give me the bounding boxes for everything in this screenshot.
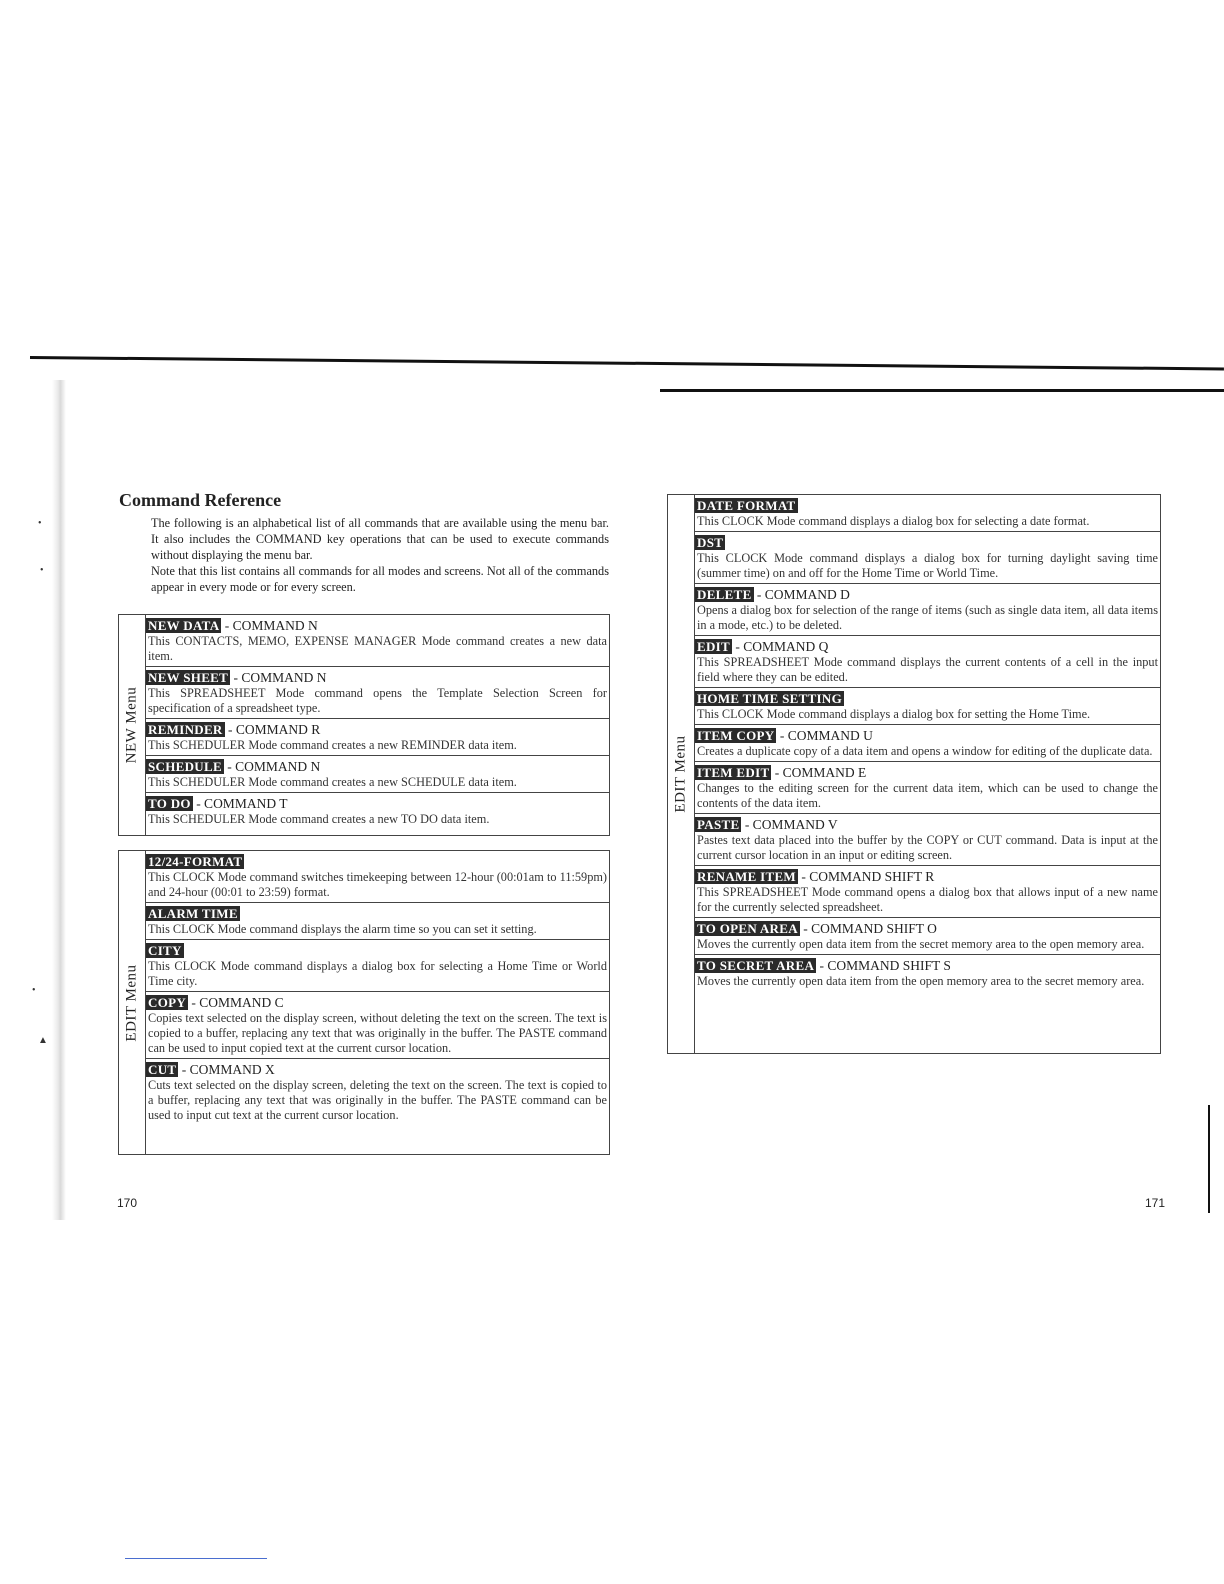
command-description: Opens a dialog box for selection of the range of items (such as single data item, all data items in a mode, etc.) to be deleted. xyxy=(697,603,1158,632)
command-key: - COMMAND X xyxy=(178,1062,275,1077)
command-key: - COMMAND N xyxy=(230,670,327,685)
command-description: Cuts text selected on the display screen, deleting the text on the screen. The text is copied to a buffer, replacing any text that was originally in the buffer. The PASTE command can be used to input cut text at the current cursor location. xyxy=(148,1078,607,1122)
command-entry xyxy=(695,636,1160,688)
menu-side-label: EDIT Menu xyxy=(119,851,146,1154)
command-entry xyxy=(146,719,609,756)
command-description: Moves the currently open data item from the open memory area to the secret memory area. xyxy=(697,974,1145,988)
edit-menu-entries xyxy=(146,851,609,1154)
command-tag: 12/24-FORMAT xyxy=(148,854,243,869)
command-entry xyxy=(146,756,609,793)
command-key: - COMMAND SHIFT R xyxy=(798,869,935,884)
command-description: This SPREADSHEET Mode command displays the current contents of a cell in the input field where they can be edited. xyxy=(697,655,1158,684)
command-description: This SCHEDULER Mode command creates a new SCHEDULE data item. xyxy=(148,775,517,789)
command-key: - COMMAND R xyxy=(224,722,321,737)
command-entry xyxy=(695,688,1160,725)
bottom-line xyxy=(125,1558,267,1559)
command-entry xyxy=(146,903,609,940)
new-menu-table xyxy=(118,614,610,836)
command-entry xyxy=(146,793,609,829)
top-rule xyxy=(30,356,1224,370)
command-key: - COMMAND V xyxy=(741,817,838,832)
edit-menu-entries xyxy=(695,495,1160,1053)
command-description: This SPREADSHEET Mode command opens the Template Selection Screen for specification of a spreadsheet type. xyxy=(148,686,607,715)
intro-text xyxy=(151,515,609,595)
command-description: This SCHEDULER Mode command creates a new TO DO data item. xyxy=(148,812,490,826)
command-key: - COMMAND N xyxy=(221,618,318,633)
command-key: - COMMAND E xyxy=(771,765,867,780)
command-description: This CLOCK Mode command switches timekeeping between 12-hour (00:01am to 11:59pm) and 24-hour (00:01 to 23:59) format. xyxy=(148,870,607,899)
command-tag: HOME TIME SETTING xyxy=(697,691,843,706)
command-tag: DELETE xyxy=(697,587,752,602)
command-entry xyxy=(146,851,609,903)
page-edge-mark xyxy=(1208,1105,1210,1213)
command-tag: CUT xyxy=(148,1062,177,1077)
intro-paragraph: The following is an alphabetical list of all commands that are available using the menu bar. It also includes the COMMAND key operations that can be used to execute commands without displaying the menu bar. xyxy=(151,516,609,562)
scan-dot: • xyxy=(32,985,36,996)
command-tag: NEW SHEET xyxy=(148,670,229,685)
command-description: This SPREADSHEET Mode command opens a dialog box that allows input of a new name for the currently selected spreadsheet. xyxy=(697,885,1158,914)
command-entry xyxy=(146,615,609,667)
page-heading: Command Reference xyxy=(119,490,282,510)
command-entry xyxy=(146,667,609,719)
command-key: - COMMAND T xyxy=(192,796,288,811)
command-entry xyxy=(695,955,1160,991)
command-entry xyxy=(695,918,1160,955)
scan-binding-edge xyxy=(52,380,66,1220)
command-entry xyxy=(695,495,1160,532)
command-description: This CLOCK Mode command displays a dialog box for selecting a date format. xyxy=(697,514,1090,528)
command-key: - COMMAND Q xyxy=(732,639,829,654)
command-tag: PASTE xyxy=(697,817,740,832)
command-tag: REMINDER xyxy=(148,722,223,737)
intro-paragraph: Note that this list contains all commands for all modes and screens. Not all of the commands appear in every mode or for every screen. xyxy=(151,564,609,594)
scan-dot: ▲ xyxy=(38,1035,48,1046)
command-entry xyxy=(695,866,1160,918)
command-key: - COMMAND C xyxy=(188,995,284,1010)
edit-menu-table-right xyxy=(667,494,1161,1054)
edit-menu-table-left xyxy=(118,850,610,1155)
command-description: This CLOCK Mode command displays a dialog box for selecting a Home Time or World Time city. xyxy=(148,959,607,988)
command-key: - COMMAND SHIFT S xyxy=(816,958,951,973)
command-tag: TO OPEN AREA xyxy=(697,921,798,936)
command-tag: DST xyxy=(697,535,724,550)
new-menu-entries xyxy=(146,615,609,835)
page-number-right: 171 xyxy=(1145,1196,1166,1210)
command-tag: DATE FORMAT xyxy=(697,498,796,513)
command-tag: ITEM EDIT xyxy=(697,765,770,780)
command-description: Moves the currently open data item from the secret memory area to the open memory area. xyxy=(697,937,1145,951)
command-description: This CLOCK Mode command displays a dialog box for turning daylight saving time (summer time) on and off for the Home Time or World Time. xyxy=(697,551,1158,580)
command-tag: NEW DATA xyxy=(148,618,220,633)
top-rule-right xyxy=(660,389,1224,392)
command-tag: ALARM TIME xyxy=(148,906,238,921)
command-entry xyxy=(695,532,1160,584)
page-number-left: 170 xyxy=(117,1196,138,1210)
command-description: Copies text selected on the display screen, without deleting the text on the screen. The text is copied to a buffer, replacing any text that was originally in the buffer. The PASTE command can be used to input copied text at the current cursor location. xyxy=(148,1011,607,1055)
command-tag: TO SECRET AREA xyxy=(697,958,815,973)
command-description: Creates a duplicate copy of a data item and opens a window for editing of the duplicate data. xyxy=(697,744,1153,758)
command-description: This CLOCK Mode command displays the alarm time so you can set it setting. xyxy=(148,922,537,936)
scan-dot: • xyxy=(38,518,42,529)
command-tag: TO DO xyxy=(148,796,191,811)
command-entry xyxy=(695,762,1160,814)
menu-side-label: NEW Menu xyxy=(119,615,146,835)
command-description: This CONTACTS, MEMO, EXPENSE MANAGER Mode command creates a new data item. xyxy=(148,634,607,663)
command-entry xyxy=(146,992,609,1059)
command-description: This SCHEDULER Mode command creates a new REMINDER data item. xyxy=(148,738,517,752)
command-key: - COMMAND N xyxy=(223,759,321,774)
command-tag: CITY xyxy=(148,943,182,958)
command-entry xyxy=(695,814,1160,866)
command-tag: COPY xyxy=(148,995,187,1010)
command-description: This CLOCK Mode command displays a dialog box for setting the Home Time. xyxy=(697,707,1091,721)
command-entry xyxy=(146,1059,609,1125)
command-entry xyxy=(695,584,1160,636)
command-key: - COMMAND U xyxy=(776,728,873,743)
command-entry xyxy=(146,940,609,992)
command-tag: SCHEDULE xyxy=(148,759,222,774)
menu-side-label: EDIT Menu xyxy=(668,495,695,1053)
command-description: Pastes text data placed into the buffer by the COPY or CUT command. Data is input at the current cursor location in an input or editing screen. xyxy=(697,833,1158,862)
command-key: - COMMAND SHIFT O xyxy=(799,921,937,936)
command-tag: EDIT xyxy=(697,639,730,654)
scan-dot: • xyxy=(40,565,44,576)
command-tag: RENAME ITEM xyxy=(697,869,796,884)
command-entry xyxy=(695,725,1160,762)
command-description: Changes to the editing screen for the current data item, which can be used to change the contents of the data item. xyxy=(697,781,1158,810)
command-key: - COMMAND D xyxy=(753,587,850,602)
command-tag: ITEM COPY xyxy=(697,728,775,743)
